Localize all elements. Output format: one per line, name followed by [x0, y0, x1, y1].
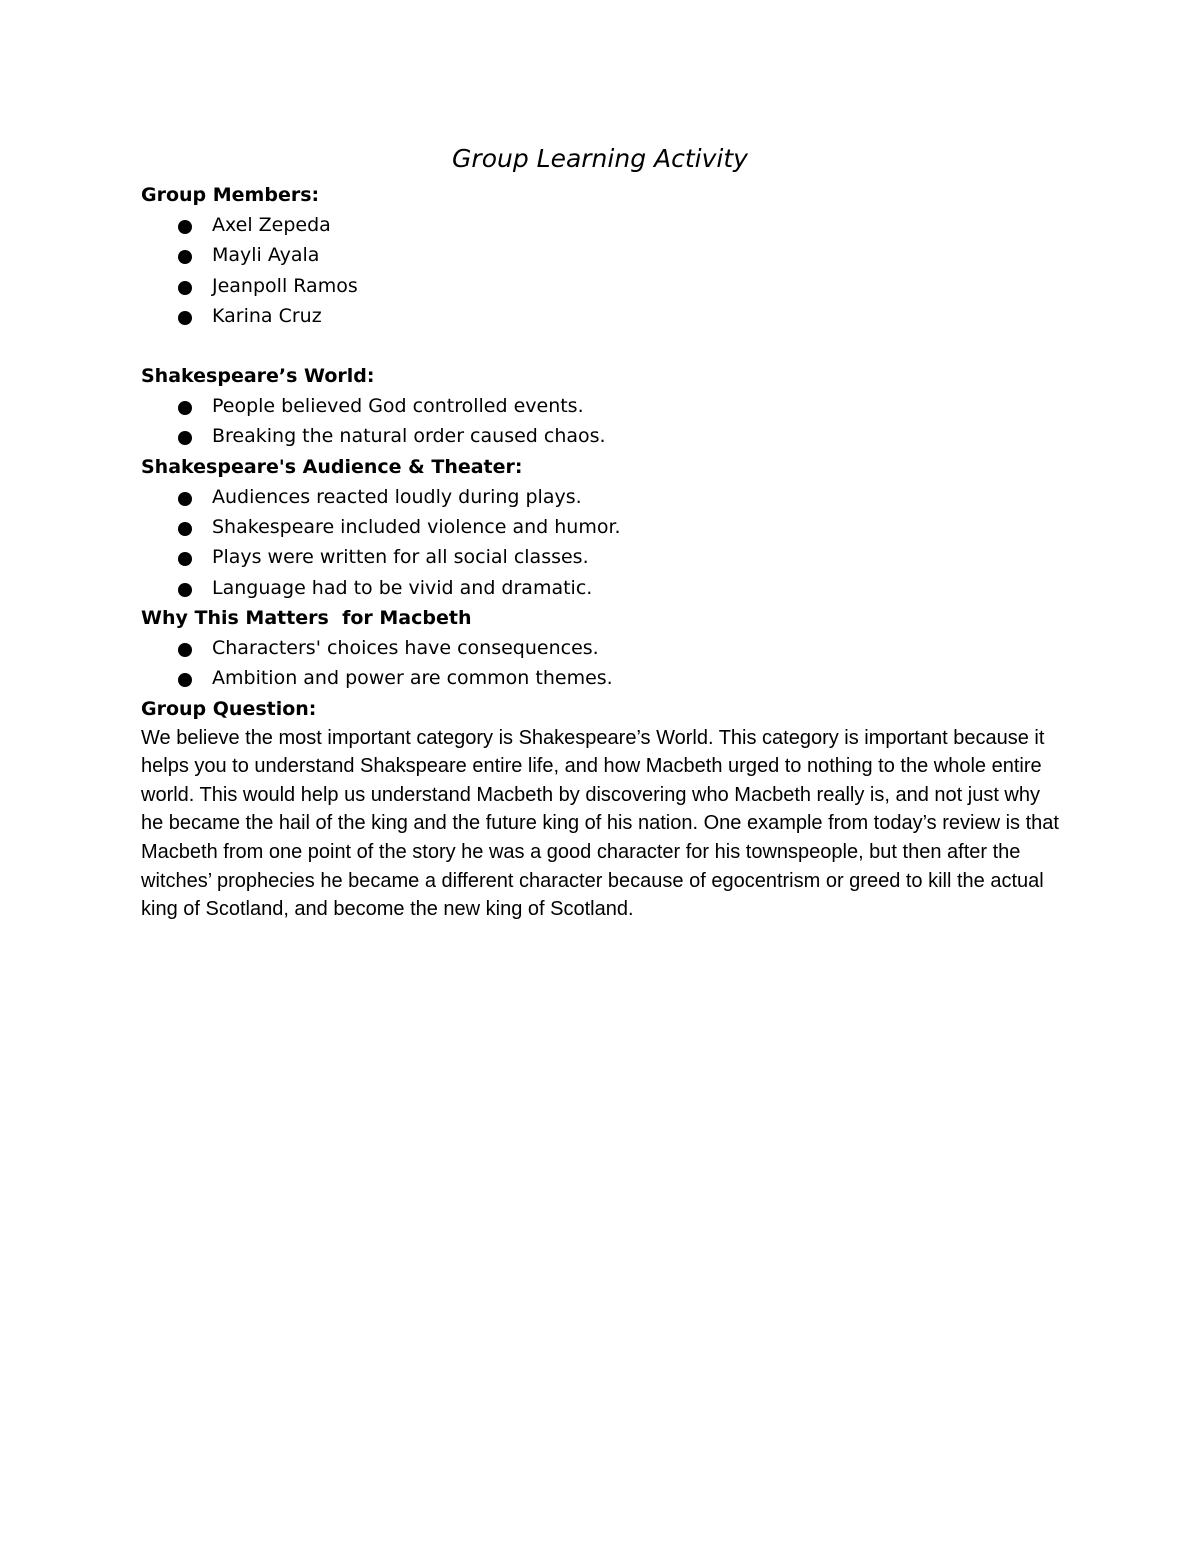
list-item-text: Audiences reacted loudly during plays.	[212, 485, 582, 508]
bullet-icon	[178, 281, 192, 295]
section-why-this-matters	[141, 603, 1071, 694]
bullet-icon	[178, 401, 192, 415]
spacer	[141, 331, 1071, 361]
bullet-icon	[178, 643, 192, 657]
list-item-text: Breaking the natural order caused chaos.	[212, 425, 606, 448]
list-item-text: Jeanpoll Ramos	[212, 274, 358, 297]
list-item	[141, 663, 1071, 693]
bullet-icon	[178, 431, 192, 445]
section-heading: Group Members:	[141, 184, 320, 206]
list-item-text: Mayli Ayala	[212, 244, 320, 267]
section-heading: Why This Matters for Macbeth	[141, 606, 472, 629]
list-item-text: Language had to be vivid and dramatic.	[212, 576, 593, 599]
list-item	[141, 482, 1071, 512]
section-heading: Shakespeare's Audience & Theater:	[141, 455, 523, 478]
group-question-answer: We believe the most important category is Shakespeare’s World. This category is important because it helps you to understand Shakspeare entire life, and how Macbeth urged to nothing to the whole entire world. This would help us understand Macbeth by discovering who Macbeth really is, and not just why he became the hail of the king and the future king of his nation. One example from today’s review is that Macbeth from one point of the story he was a good character for his townspeople, but then after the witches’ prophecies he became a different character because of egocentrism or greed to kill the actual king of Scotland, and become the new king of Scotland.	[141, 726, 1059, 921]
list-item-text: Karina Cruz	[212, 304, 322, 327]
list-item	[141, 210, 1071, 240]
bullet-list	[141, 482, 1071, 603]
section-group-question	[141, 694, 1071, 924]
list-item-text: Characters' choices have consequences.	[212, 636, 599, 659]
bullet-icon	[178, 552, 192, 566]
list-item	[141, 542, 1071, 572]
bullet-icon	[178, 250, 192, 264]
section-shakespeares-world	[141, 361, 1071, 452]
list-item	[141, 391, 1071, 421]
bullet-list	[141, 633, 1071, 694]
document-title: Group Learning Activity	[452, 144, 748, 173]
bullet-icon	[178, 522, 192, 536]
bullet-list	[141, 391, 1071, 452]
bullet-icon	[178, 673, 192, 687]
list-item	[141, 271, 1071, 301]
bullet-list	[141, 210, 1071, 331]
list-item-text: Shakespeare included violence and humor.	[212, 516, 621, 539]
list-item	[141, 633, 1071, 663]
bullet-icon	[178, 583, 192, 597]
list-item	[141, 421, 1071, 451]
list-item	[141, 573, 1071, 603]
list-item-text: Ambition and power are common themes.	[212, 667, 613, 690]
section-heading: Group Question:	[141, 697, 317, 720]
list-item	[141, 240, 1071, 270]
bullet-icon	[178, 220, 192, 234]
section-group-members	[141, 180, 1071, 331]
bullet-icon	[178, 311, 192, 325]
list-item-text: Plays were written for all social classes.	[212, 546, 589, 569]
list-item-text: Axel Zepeda	[212, 214, 331, 236]
document-body	[141, 180, 1071, 924]
section-audience-theater	[141, 452, 1071, 603]
bullet-icon	[178, 492, 192, 506]
list-item	[141, 512, 1071, 542]
section-heading: Shakespeare’s World:	[141, 365, 375, 388]
list-item-text: People believed God controlled events.	[212, 395, 584, 418]
list-item	[141, 301, 1071, 331]
